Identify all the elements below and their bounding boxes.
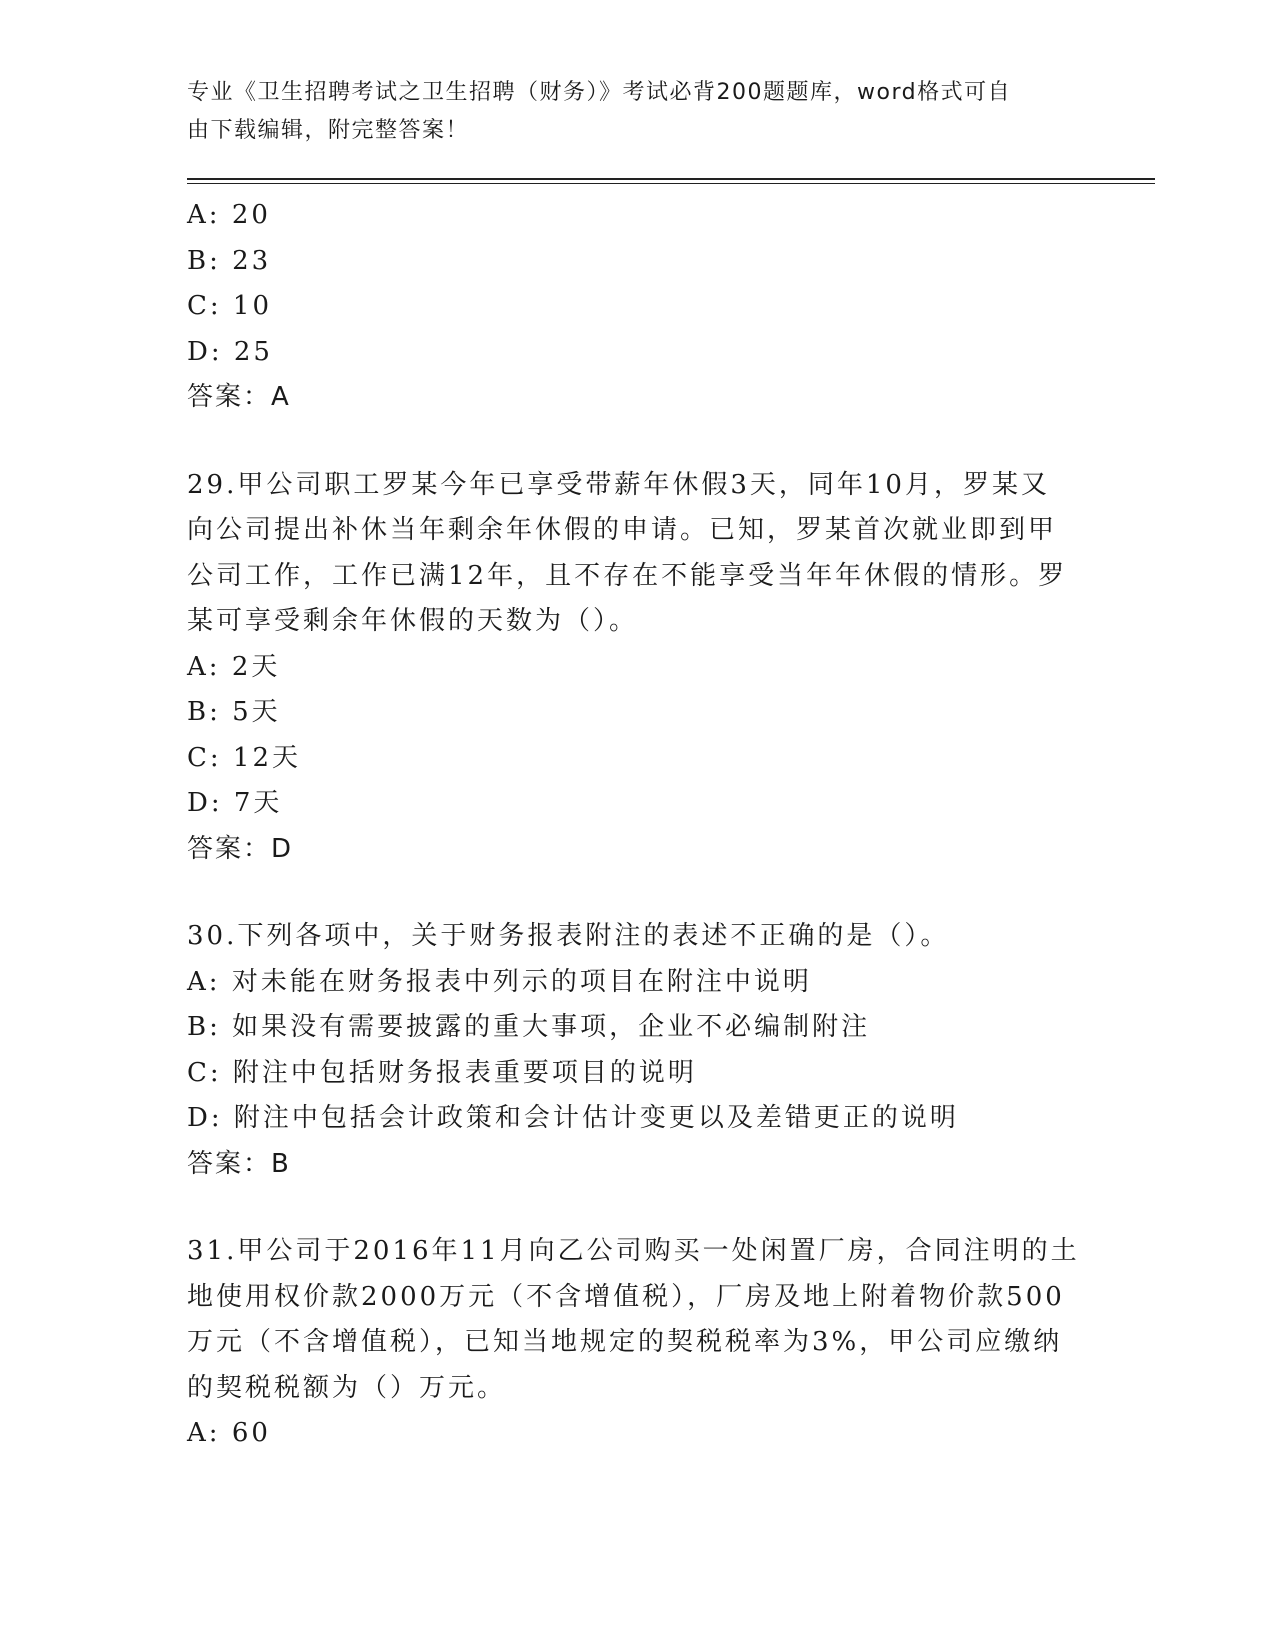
question-text-line: 某可享受剩余年休假的天数为（）。 (187, 606, 639, 636)
option-c: C: 10 (187, 291, 273, 321)
question-content (187, 193, 1087, 1457)
question-text-line: 地使用权价款2000万元（不含增值税），厂房及地上附着物价款500 (187, 1281, 1065, 1312)
question-29 (187, 463, 1087, 873)
option-a: A: 对未能在财务报表中列示的项目在附注中说明 (187, 966, 812, 997)
question-text-line: 万元（不含增值税），已知当地规定的契税税率为3%，甲公司应缴纳 (187, 1327, 1063, 1357)
question-30 (187, 914, 1087, 1187)
option-d: D: 附注中包括会计政策和会计估计变更以及差错更正的说明 (187, 1103, 959, 1133)
option-a: A: 20 (187, 200, 271, 230)
option-a: A: 2天 (187, 651, 281, 682)
option-b: B: 23 (187, 245, 272, 276)
question-31 (187, 1229, 1087, 1457)
question-text-line: 31.甲公司于2016年11月向乙公司购买一处闲置厂房，合同注明的土 (187, 1236, 1080, 1266)
question-text-line: 30.下列各项中，关于财务报表附注的表述不正确的是（）。 (187, 921, 950, 951)
question-text-line: 29.甲公司职工罗某今年已享受带薪年休假3天，同年10月，罗某又 (187, 469, 1050, 500)
option-d: D: 7天 (187, 788, 283, 818)
answer-line: 答案：D (187, 833, 294, 864)
answer-line: 答案：B (187, 1148, 291, 1179)
header-divider (187, 178, 1155, 180)
header-line-2: 由下载编辑，附完整答案！ (187, 118, 470, 143)
option-c: C: 12天 (187, 742, 302, 773)
header-divider-thin (187, 183, 1155, 184)
option-b: B: 5天 (187, 697, 281, 727)
option-c: C: 附注中包括财务报表重要项目的说明 (187, 1057, 697, 1088)
option-d: D: 25 (187, 336, 273, 367)
question-text-line: 向公司提出补休当年剩余年休假的申请。已知，罗某首次就业即到甲 (187, 515, 1058, 545)
option-a: A: 60 (187, 1418, 271, 1448)
document-header (187, 74, 1067, 150)
prev-question-options (187, 193, 1087, 421)
header-line-1: 专业《卫生招聘考试之卫生招聘（财务）》考试必背200题题库，word格式可自 (187, 80, 1012, 105)
option-b: B: 如果没有需要披露的重大事项，企业不必编制附注 (187, 1012, 871, 1042)
answer-line: 答案：A (187, 382, 291, 412)
question-text-line: 公司工作，工作已满12年，且不存在不能享受当年年休假的情形。罗 (187, 560, 1068, 591)
question-text-line: 的契税税额为（）万元。 (187, 1372, 507, 1403)
